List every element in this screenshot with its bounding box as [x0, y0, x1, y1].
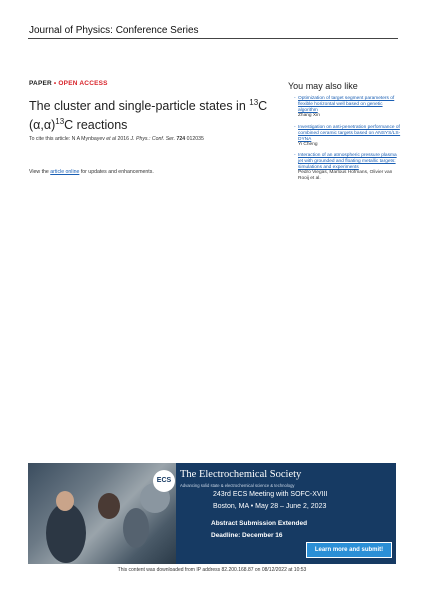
journal-title: Journal of Physics: Conference Series	[29, 25, 199, 36]
title-text-3: C reactions	[64, 118, 128, 133]
meeting-title: 243rd ECS Meeting with SOFC-XVIII	[213, 491, 328, 498]
article-title	[29, 95, 269, 133]
title-text-1: The cluster and single-particle states in	[29, 99, 250, 114]
related-item-authors: Yi Cheng	[298, 142, 318, 148]
related-heading: You may also like	[288, 81, 358, 91]
cite-etal: et al	[106, 136, 117, 142]
view-suffix: for updates and enhancements.	[79, 169, 154, 175]
cite-journal: J. Phys.: Conf. Ser.	[130, 136, 176, 142]
cite-volume: 724	[176, 136, 186, 142]
open-access-label: OPEN ACCESS	[58, 80, 108, 87]
cite-year: 2016	[116, 136, 131, 142]
label-separator: •	[51, 80, 59, 87]
related-item-title-link[interactable]: - Optimization of target segment parameters of flexible horizontal well based on genetic algorithm	[298, 96, 395, 113]
learn-more-button[interactable]: Learn more and submit!	[306, 542, 392, 558]
related-item	[298, 96, 402, 119]
title-text-2: C (α,α)	[29, 99, 268, 133]
header-divider	[28, 38, 398, 39]
download-footer: This content was downloaded from IP address 82.200.168.87 on 08/12/2022 at 10:53	[117, 567, 307, 573]
view-prefix: View the	[29, 169, 51, 175]
related-item	[298, 125, 402, 148]
society-tagline: Advancing solid state & electrochemical science & technology	[180, 483, 295, 488]
cite-article-number: 012035	[185, 136, 204, 142]
article-online-link[interactable]: article online	[50, 169, 80, 175]
related-item-authors: Zhang Xin	[298, 113, 320, 119]
ecs-logo: ECS	[153, 470, 175, 492]
citation-line	[29, 136, 204, 142]
related-item	[298, 153, 402, 182]
related-item-title-link[interactable]: - Investigation on anti-penetration performance of combined ceramic targets based on ANSYS/LS-DYNA	[298, 125, 401, 142]
abstract-notice: Abstract Submission Extended	[211, 520, 308, 527]
related-item-title-link[interactable]: - Interaction of an atmospheric pressure plasma jet with grounded and floating metallic targets: simulations and experiments	[298, 153, 397, 170]
society-name: The Electrochemical Society	[180, 469, 302, 480]
deadline-notice: Deadline: December 16	[211, 532, 283, 539]
paper-type-label	[29, 80, 108, 87]
related-item-authors: Pedro Viegas, Marlous Hofmans, Olivier van Rooij et al.	[298, 170, 393, 182]
view-online-line	[29, 169, 154, 175]
cite-prefix: To cite this article: N A Mynbayev	[29, 136, 107, 142]
title-superscript-1: 13	[249, 98, 259, 107]
meeting-location: Boston, MA • May 28 – June 2, 2023	[213, 503, 327, 510]
title-superscript-2: 13	[55, 117, 65, 127]
paper-label: PAPER	[29, 80, 52, 87]
